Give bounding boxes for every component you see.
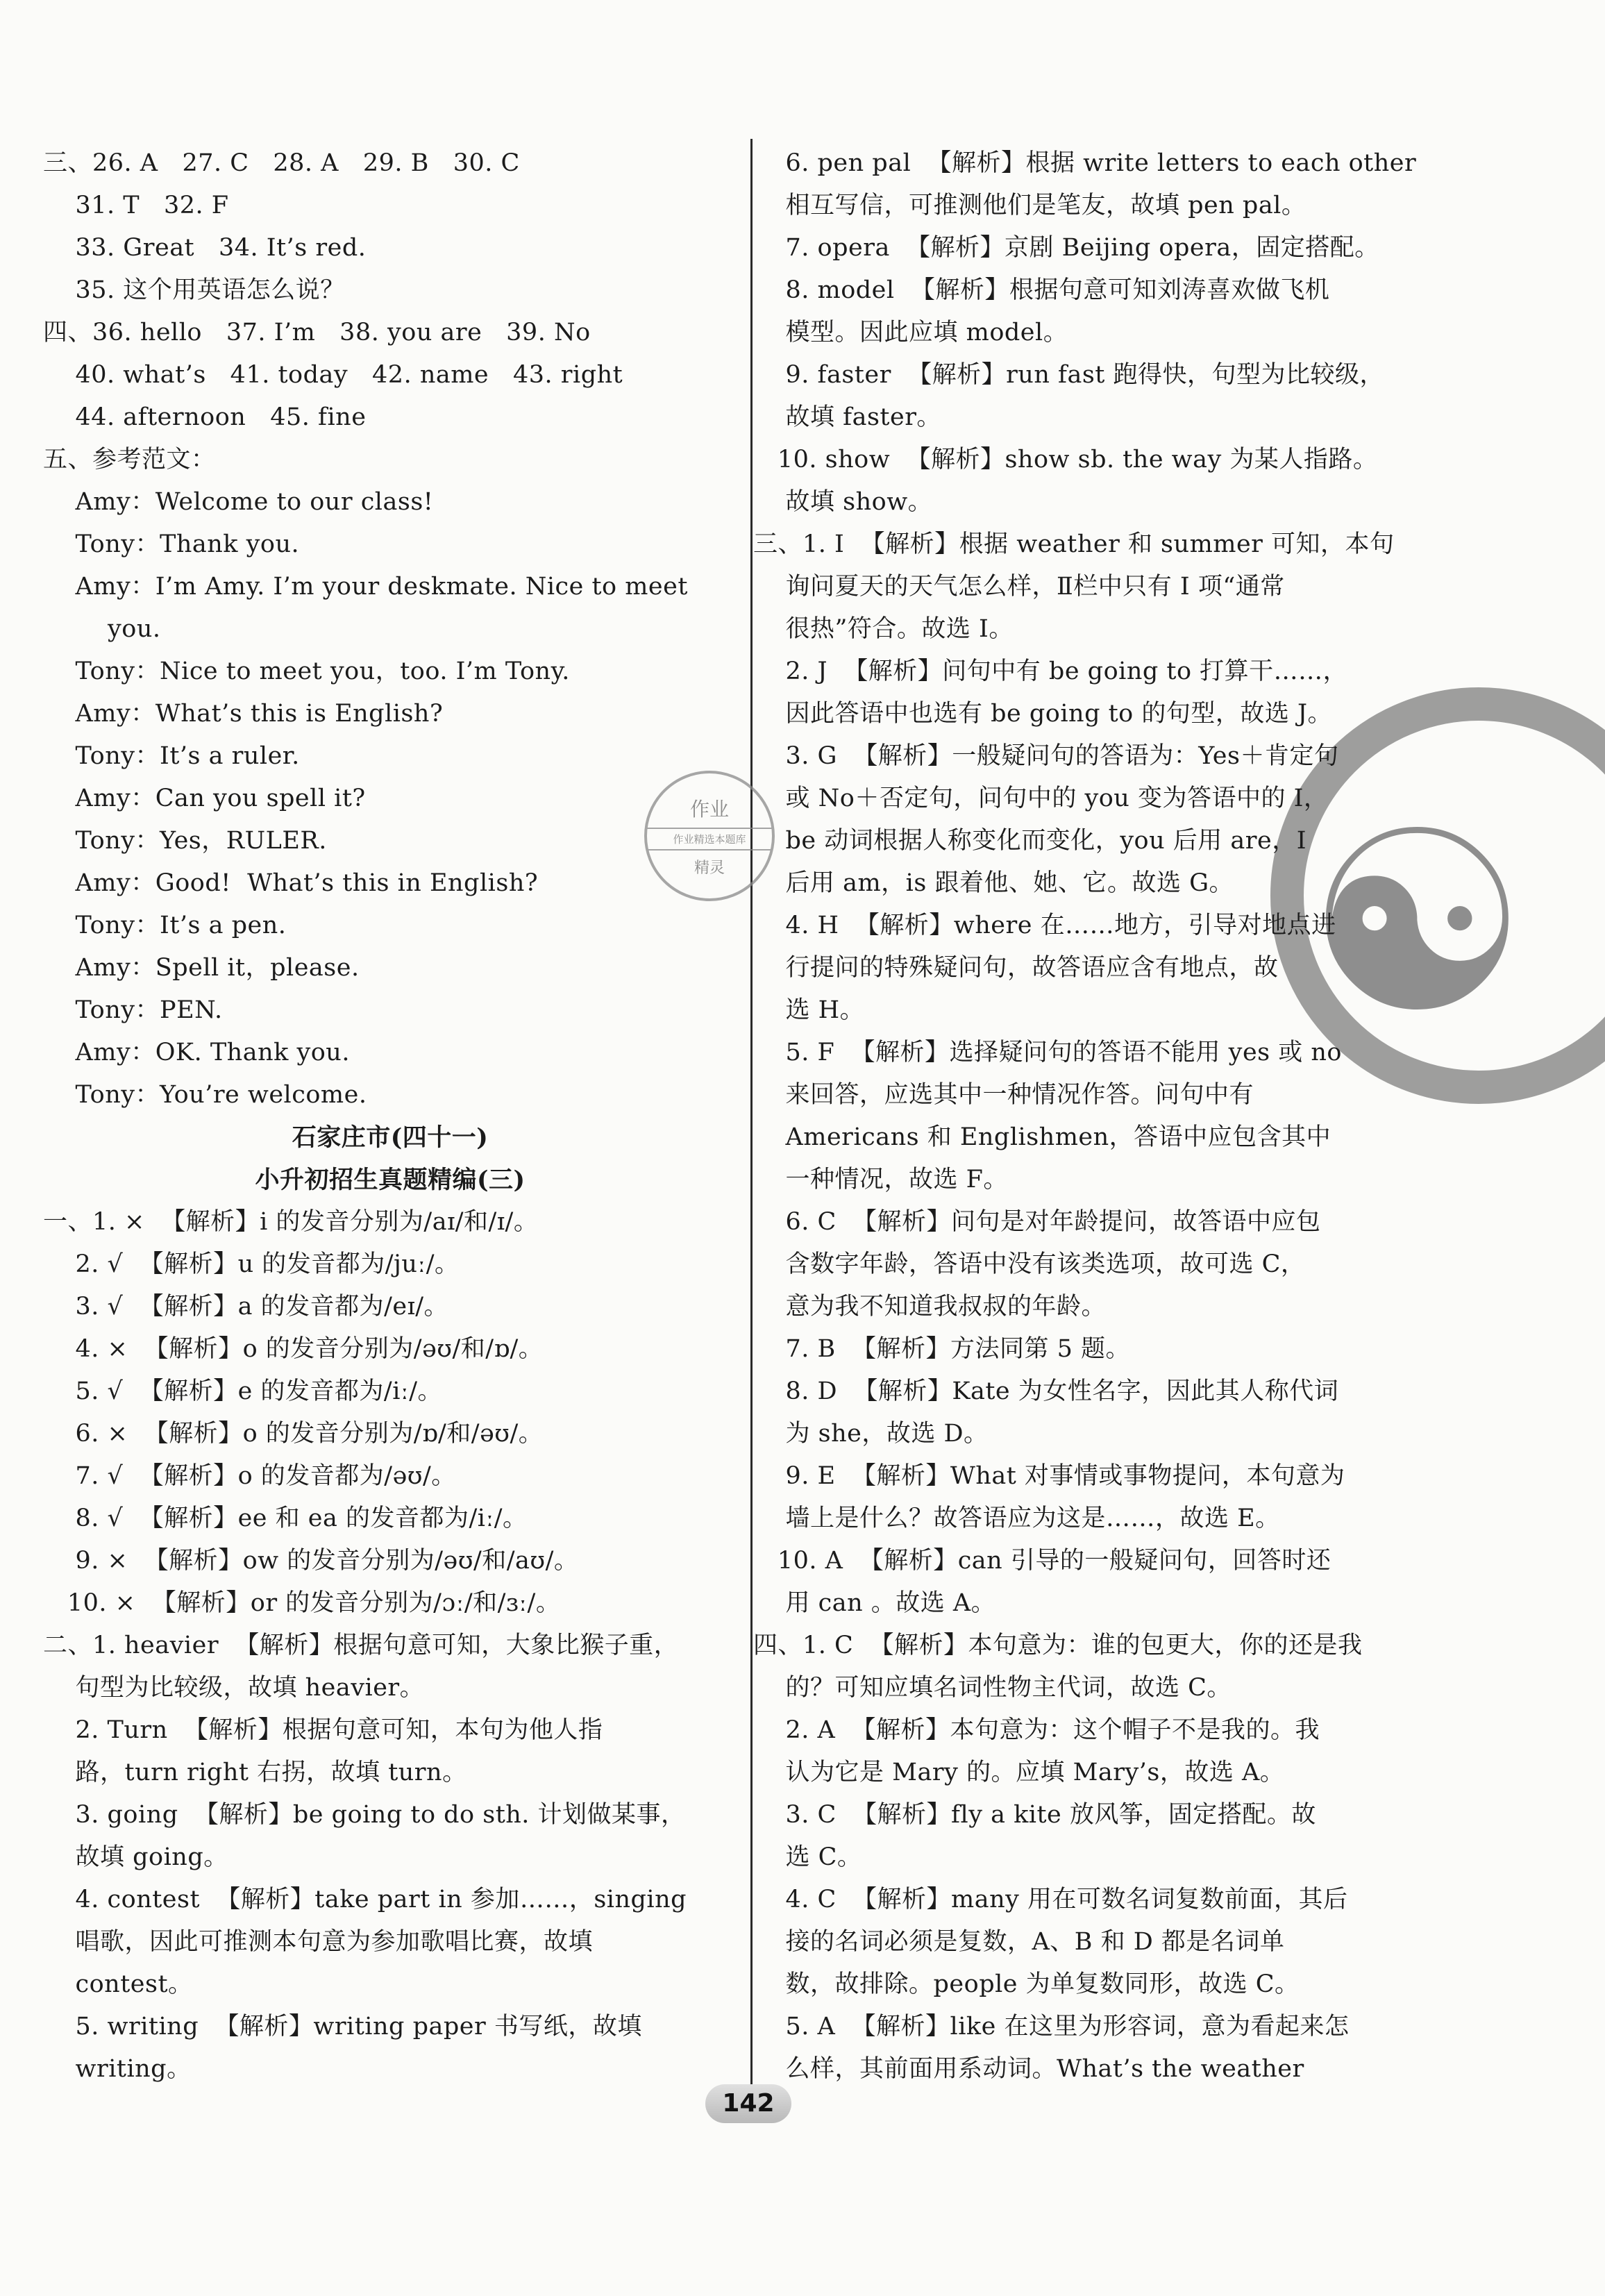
text-line: 三、26. A 27. C 28. A 29. B 30. C [43, 149, 520, 177]
text-line: Amy：Can you spell it? [43, 785, 366, 812]
text-line: 一、1. × 【解析】i 的发音分别为/aɪ/和/ɪ/。 [43, 1208, 539, 1236]
text-line: Tony：Thank you. [43, 530, 300, 558]
text-line: 因此答语中也选有 be going to 的句型，故选 J。 [753, 700, 1333, 728]
text-line: Tony：Nice to meet you，too. I’m Tony. [43, 657, 570, 685]
text-line: 四、1. C 【解析】本句意为：谁的包更大，你的还是我 [753, 1632, 1363, 1659]
text-line: 二、1. heavier 【解析】根据句意可知，大象比猴子重， [43, 1632, 679, 1659]
text-line: 31. T 32. F [43, 192, 229, 219]
text-line: 意为我不知道我叔叔的年龄。 [753, 1293, 1107, 1321]
text-line: 故填 show。 [753, 488, 933, 516]
text-line: 7. opera 【解析】京剧 Beijing opera，固定搭配。 [753, 234, 1379, 262]
text-line: Tony：Yes，RULER. [43, 827, 327, 855]
text-line: 接的名词必须是复数，A、B 和 D 都是名词单 [753, 1928, 1285, 1956]
text-line: 10. A 【解析】can 引导的一般疑问句，回答时还 [753, 1547, 1331, 1575]
text-line: 的？可知应填名词性物主代词，故选 C。 [753, 1674, 1232, 1702]
text-line: 或 No＋否定句，问句中的 you 变为答语中的 I， [753, 785, 1329, 812]
text-line: 询问夏天的天气怎么样，Ⅱ栏中只有 I 项“通常 [753, 573, 1285, 601]
text-line: 44. afternoon 45. fine [43, 403, 367, 431]
text-line: 10. show 【解析】show sb. the way 为某人指路。 [753, 446, 1378, 474]
text-line: 5. A 【解析】like 在这里为形容词，意为看起来怎 [753, 2013, 1350, 2041]
text-line: 模型。因此应填 model。 [753, 319, 1068, 346]
text-line: 句型为比较级，故填 heavier。 [43, 1674, 425, 1702]
text-line: 8. model 【解析】根据句意可知刘涛喜欢做飞机 [753, 276, 1330, 304]
app-stamp-logo [644, 771, 775, 901]
text-line: 33. Great 34. It’s red. [43, 234, 367, 262]
text-line: 10. × 【解析】or 的发音分别为/ɔː/和/ɜː/。 [43, 1589, 561, 1617]
text-line: 数，故排除。people 为单复数同形，故选 C。 [753, 1970, 1300, 1998]
text-line: 4. contest 【解析】take part in 参加……，singing [43, 1886, 687, 1913]
column-divider [750, 139, 753, 2111]
text-line: 5. writing 【解析】writing paper 书写纸，故填 [43, 2013, 642, 2041]
text-line: you. [43, 615, 161, 643]
text-line: 35. 这个用英语怎么说？ [43, 276, 345, 304]
page-number: 142 [705, 2084, 791, 2123]
text-line: 选 H。 [753, 996, 865, 1024]
text-line: 2. √ 【解析】u 的发音都为/juː/。 [43, 1250, 460, 1278]
text-line: 4. H 【解析】where 在……地方，引导对地点进 [753, 912, 1336, 939]
text-line: be 动词根据人称变化而变化，you 后用 are，I [753, 827, 1307, 855]
text-line: 7. √ 【解析】o 的发音都为/əʊ/。 [43, 1462, 456, 1490]
text-line: Americans 和 Englishmen，答语中应包含其中 [753, 1123, 1331, 1151]
text-line: 3. G 【解析】一般疑问句的答语为：Yes＋肯定句 [753, 742, 1339, 770]
text-line: Amy：I’m Amy. I’m your deskmate. Nice to meet [43, 573, 688, 601]
text-line: 6. × 【解析】o 的发音分别为/ɒ/和/əʊ/。 [43, 1420, 544, 1448]
stamp-bottom-text: 精灵 [694, 860, 725, 877]
text-line: Tony：It’s a ruler. [43, 742, 300, 770]
text-line: 3. going 【解析】be going to do sth. 计划做某事， [43, 1801, 686, 1829]
text-line: 用 can 。故选 A。 [753, 1589, 996, 1617]
text-line: 9. × 【解析】ow 的发音分别为/əʊ/和/aʊ/。 [43, 1547, 579, 1575]
text-line: 路，turn right 右拐，故填 turn。 [43, 1759, 467, 1786]
text-line: Amy：What’s this is English? [43, 700, 444, 728]
stamp-top-text: 作业 [689, 798, 729, 821]
text-line: 为 she，故选 D。 [753, 1420, 989, 1448]
text-line: 含数字年龄，答语中没有该类选项，故可选 C， [753, 1250, 1306, 1278]
text-line: contest。 [43, 1970, 193, 1998]
text-line: 9. E 【解析】What 对事情或事物提问，本句意为 [753, 1462, 1345, 1490]
text-line: Amy：OK. Thank you. [43, 1039, 350, 1066]
text-line: 后用 am，is 跟着他、她、它。故选 G。 [753, 869, 1234, 897]
text-line: 四、36. hello 37. I’m 38. you are 39. No [43, 319, 591, 346]
section-subtitle: 小升初招生真题精编(三) [255, 1166, 526, 1194]
text-line: Amy：Spell it，please. [43, 954, 360, 982]
text-line: 来回答，应选其中一种情况作答。问句中有 [753, 1081, 1254, 1109]
text-line: 5. F 【解析】选择疑问句的答语不能用 yes 或 no [753, 1039, 1342, 1066]
text-line: 5. √ 【解析】e 的发音都为/iː/。 [43, 1377, 442, 1405]
text-line: Amy：Welcome to our class! [43, 488, 434, 516]
text-line: 五、参考范文： [43, 446, 216, 474]
text-line: 墙上是什么？故答语应为这是……，故选 E。 [753, 1505, 1280, 1532]
stamp-middle-text: 作业精选本题库 [647, 828, 772, 850]
text-line: 8. D 【解析】Kate 为女性名字，因此其人称代词 [753, 1377, 1339, 1405]
text-line: 2. A 【解析】本句意为：这个帽子不是我的。我 [753, 1716, 1320, 1744]
section-title: 石家庄市(四十一) [292, 1123, 489, 1152]
text-line: 3. √ 【解析】a 的发音都为/eɪ/。 [43, 1293, 449, 1321]
text-line: 2. J 【解析】问句中有 be going to 打算干……， [753, 657, 1348, 685]
text-line: 故填 going。 [43, 1843, 228, 1871]
text-line: 4. × 【解析】o 的发音分别为/əʊ/和/ɒ/。 [43, 1335, 544, 1363]
text-line: 2. Turn 【解析】根据句意可知，本句为他人指 [43, 1716, 603, 1744]
text-line: Amy：Good! What’s this in English? [43, 869, 539, 897]
text-line: 唱歌，因此可推测本句意为参加歌唱比赛，故填 [43, 1928, 594, 1956]
text-line: 相互写信，可推测他们是笔友，故填 pen pal。 [753, 192, 1306, 219]
text-line: 选 C。 [753, 1843, 862, 1871]
text-line: 9. faster 【解析】run fast 跑得快，句型为比较级， [753, 361, 1384, 389]
text-line: 3. C 【解析】fly a kite 放风筝，固定搭配。故 [753, 1801, 1316, 1829]
text-line: 4. C 【解析】many 用在可数名词复数前面，其后 [753, 1886, 1348, 1913]
text-line: Tony：It’s a pen. [43, 912, 287, 939]
text-line: 40. what’s 41. today 42. name 43. right [43, 361, 623, 389]
text-line: Tony：You’re welcome. [43, 1081, 367, 1109]
text-line: 三、1. I 【解析】根据 weather 和 summer 可知，本句 [753, 530, 1395, 558]
text-line: 认为它是 Mary 的。应填 Mary’s，故选 A。 [753, 1759, 1285, 1786]
text-line: 7. B 【解析】方法同第 5 题。 [753, 1335, 1131, 1363]
text-line: writing。 [43, 2055, 192, 2083]
text-line: 很热”符合。故选 I。 [753, 615, 1014, 643]
text-line: 6. C 【解析】问句是对年龄提问，故答语中应包 [753, 1208, 1321, 1236]
text-line: 8. √ 【解析】ee 和 ea 的发音都为/iː/。 [43, 1505, 528, 1532]
text-line: 么样，其前面用系动词。What’s the weather [753, 2055, 1304, 2083]
text-line: 故填 faster。 [753, 403, 941, 431]
text-line: 行提问的特殊疑问句，故答语应含有地点，故 [753, 954, 1279, 982]
text-line: 一种情况，故选 F。 [753, 1166, 1008, 1193]
background-watermark-glyph: ☯ [1305, 778, 1529, 1069]
text-line: 6. pen pal 【解析】根据 write letters to each other [753, 149, 1417, 177]
text-line: Tony：PEN. [43, 996, 223, 1024]
